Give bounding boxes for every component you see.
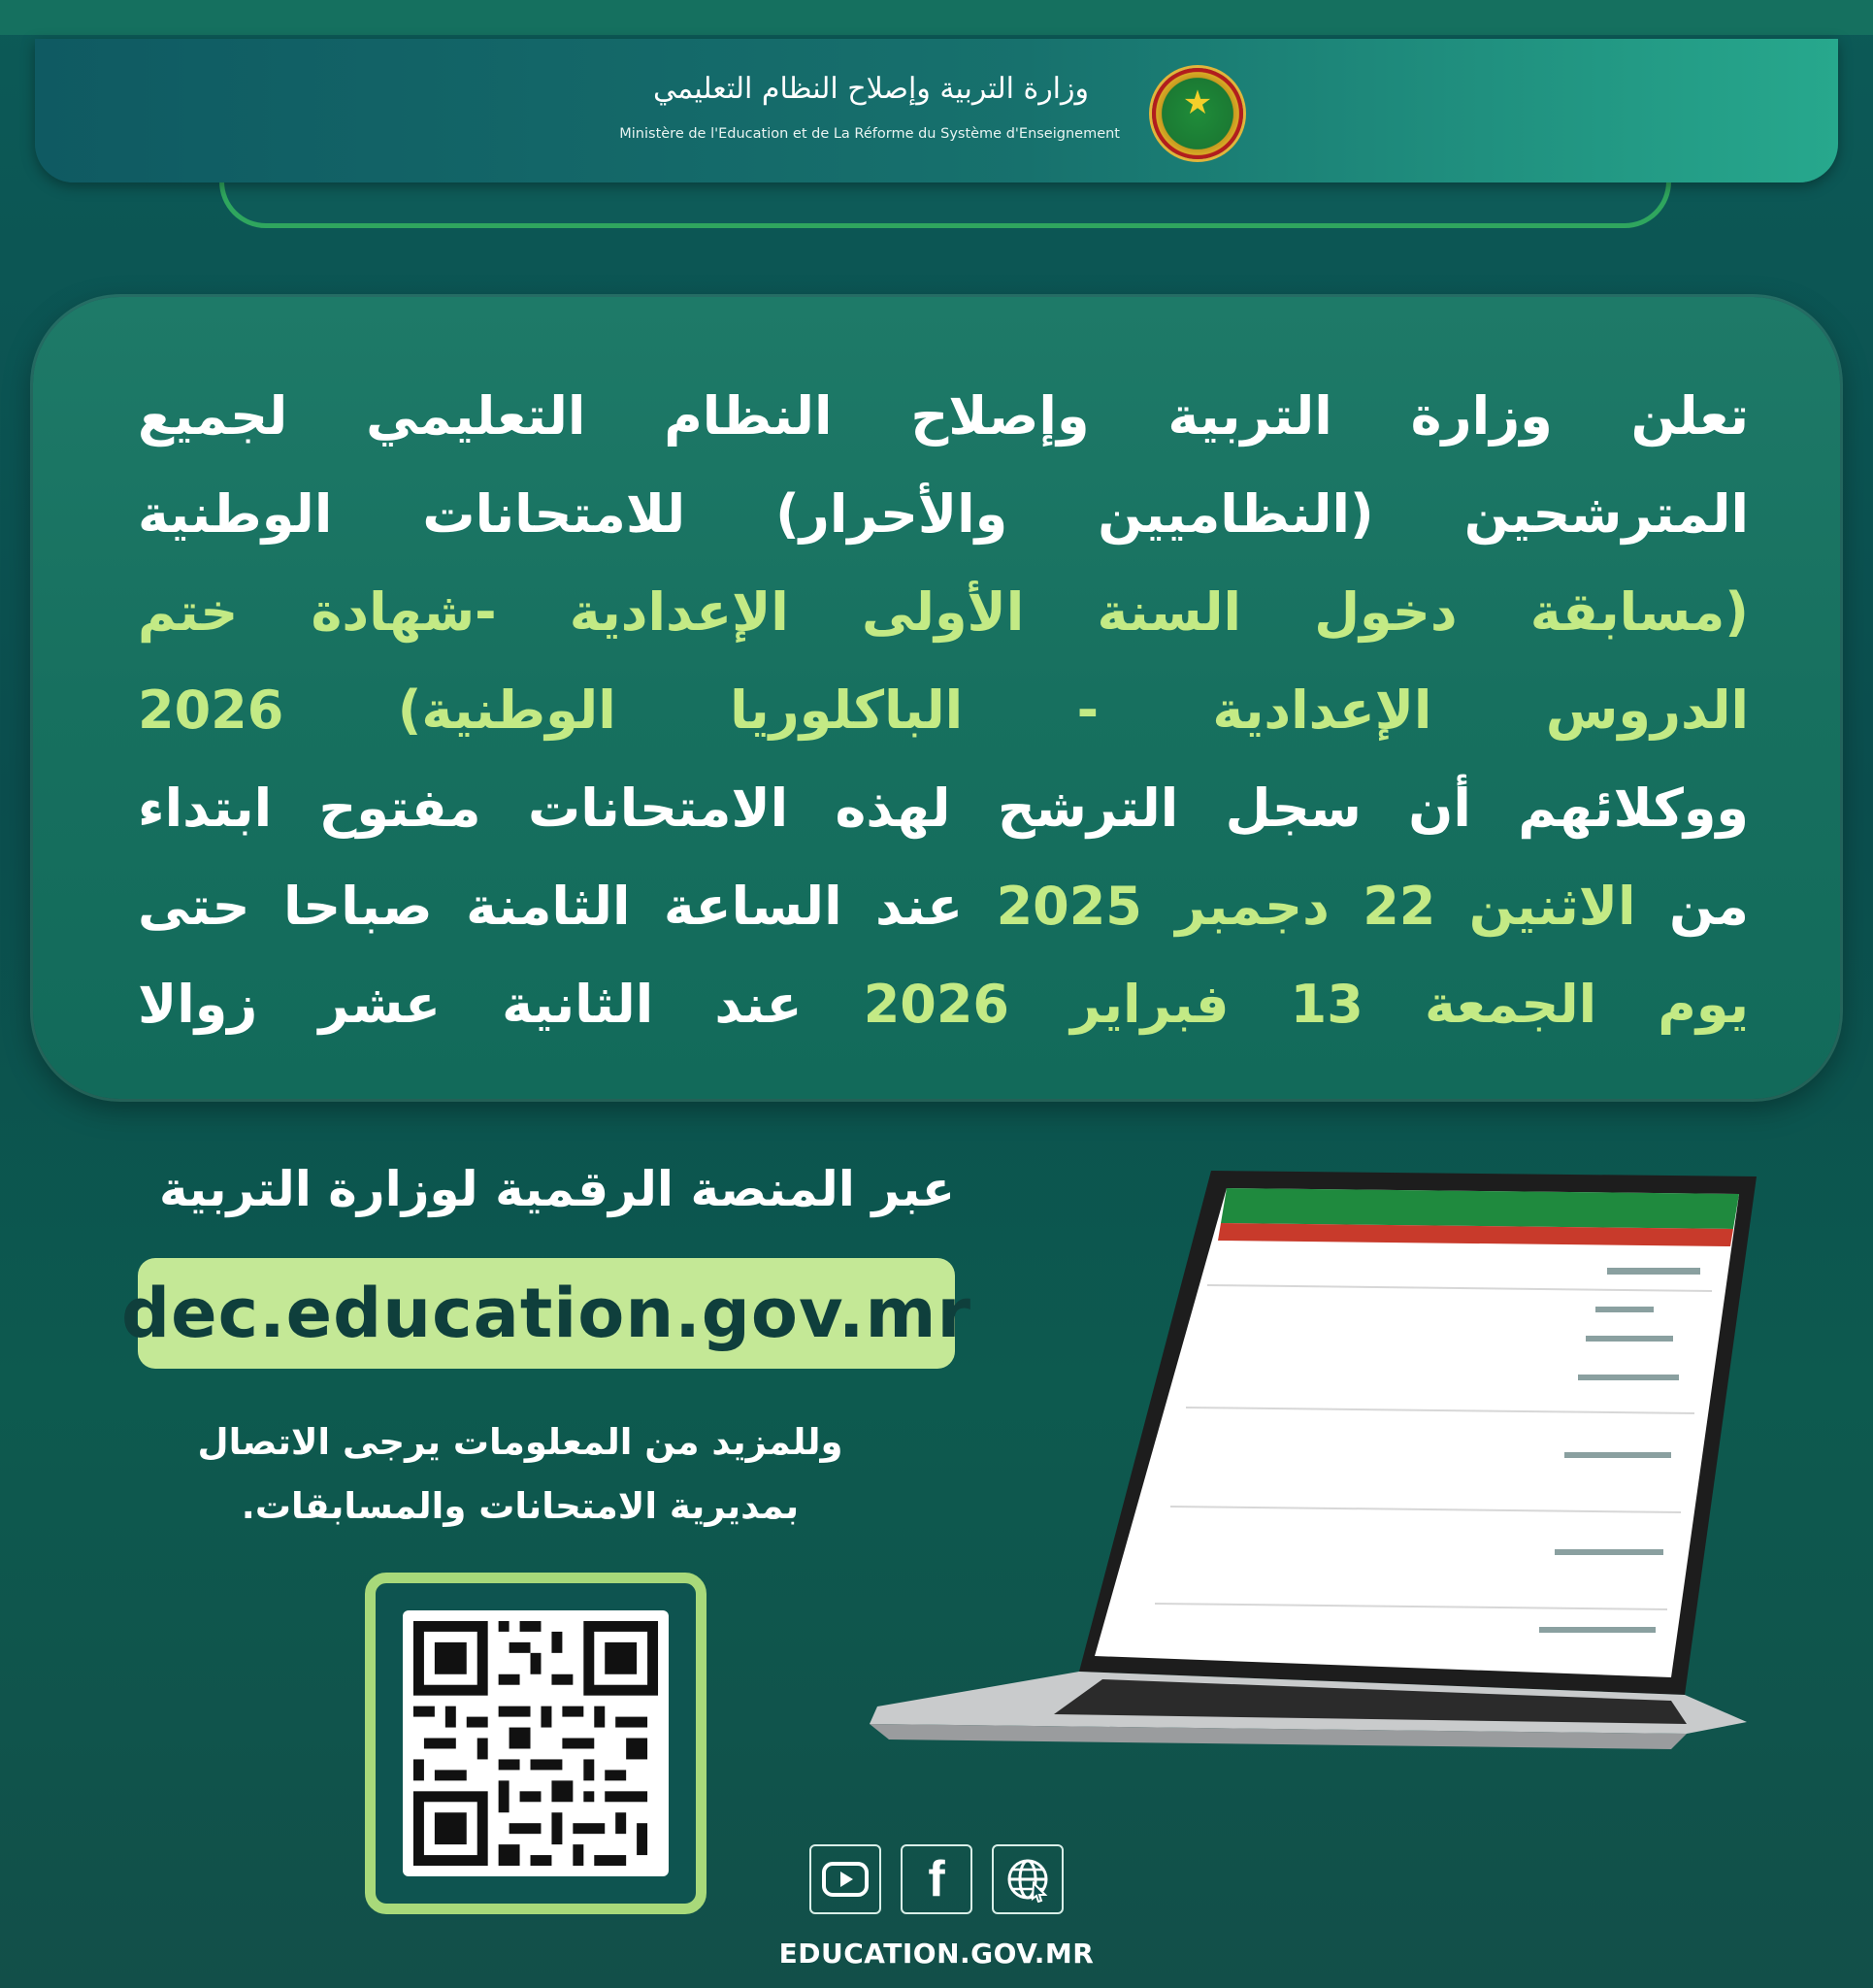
announcement-line — [138, 974, 1749, 1035]
contact-line: بمديرية الامتحانات والمسابقات. — [241, 1485, 800, 1527]
ministry-header — [35, 39, 1838, 182]
start-date: الاثنين 22 دجمبر 2025 — [996, 876, 1636, 937]
text-segment: عند الساعة الثامنة صباحا حتى — [138, 876, 964, 937]
laptop-illustration — [870, 1171, 1782, 1753]
footer-website[interactable]: EDUCATION.GOV.MR — [778, 1938, 1095, 1970]
text-segment: عند الثانية عشر زوالا — [138, 974, 803, 1035]
announcement-line: المترشحين (النظاميين والأحرار) للامتحانات الوطنية — [138, 483, 1749, 545]
announcement-line: (مسابقة دخول السنة الأولى الإعدادية -شهادة ختم — [138, 581, 1749, 643]
youtube-link[interactable] — [809, 1844, 881, 1914]
ministry-name-french: Ministère de l'Education et de La Réforme du Système d'Enseignement — [619, 126, 1120, 142]
qr-code-icon — [403, 1610, 669, 1876]
platform-url-link[interactable]: dec.education.gov.mr — [138, 1258, 955, 1369]
announcement-line: تعلن وزارة التربية وإصلاح النظام التعليمي لجميع — [138, 385, 1749, 447]
qr-code-frame[interactable] — [365, 1573, 706, 1914]
top-strip — [0, 0, 1873, 35]
announcement-line — [138, 876, 1749, 937]
text-segment: من — [1668, 876, 1749, 937]
facebook-link[interactable] — [901, 1844, 972, 1914]
youtube-icon — [822, 1862, 869, 1897]
platform-label: عبر المنصة الرقمية لوزارة التربية — [158, 1161, 955, 1217]
facebook-icon: f — [928, 1851, 945, 1907]
announcement-line: ووكلائهم أن سجل الترشح لهذه الامتحانات مفتوح ابتداء — [138, 778, 1749, 839]
contact-line: وللمزيد من المعلومات يرجى الاتصال — [197, 1421, 843, 1463]
announcement-line: الدروس الإعدادية - الباكلوريا الوطنية) 2026 — [138, 679, 1749, 741]
ministry-name-arabic: وزارة التربية وإصلاح النظام التعليمي — [653, 72, 1089, 106]
emblem-icon: ★ — [1152, 68, 1243, 159]
globe-icon — [1004, 1856, 1051, 1903]
website-link[interactable] — [992, 1844, 1064, 1914]
end-date: يوم الجمعة 13 فبراير 2026 — [863, 974, 1749, 1035]
